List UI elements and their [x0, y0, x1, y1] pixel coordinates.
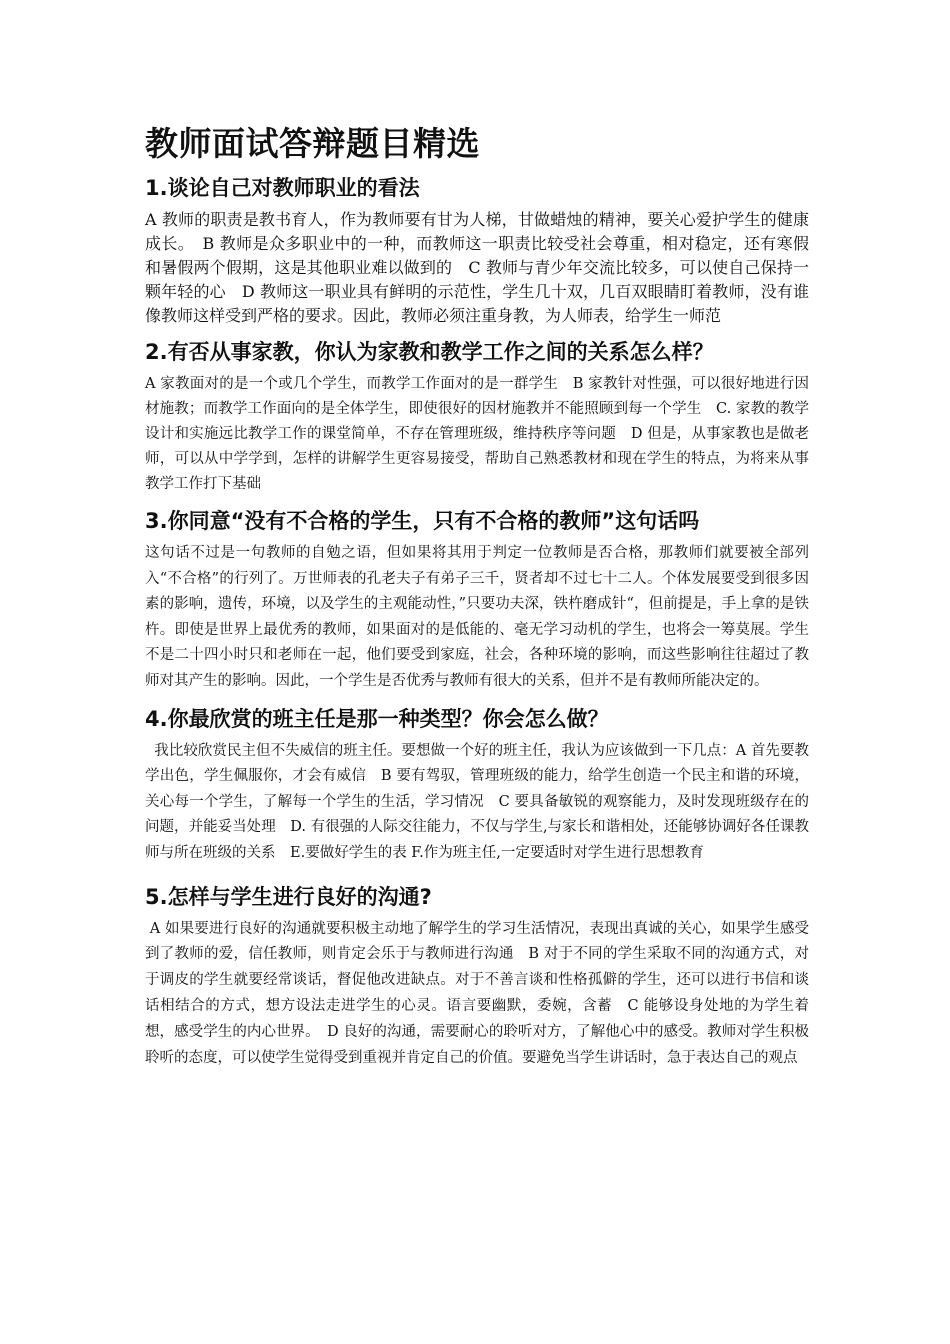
question-section-1 — [145, 172, 809, 328]
document-title: 教师面试答辩题目精选 — [145, 124, 480, 163]
question-section-5 — [145, 881, 809, 1072]
answer-paragraph-5: A 如果要进行良好的沟通就要积极主动地了解学生的学习生活情况，表现出真诚的关心，如果学生感受到了教师的爱，信任教师，则肯定会乐于与教师进行沟通 B 对于不同的学生采取不同的沟通方式，对于调皮的学生就要经常谈话，督促他改进缺点。对于不善言谈和性格孤僻的学生，还可以进行书信和谈话相结合的方式，想方设法走进学生的心灵。语言要幽默，委婉，含蓄 C 能够设身处地的为学生着想，感受学生的内心世界。 D 良好的沟通，需要耐心的聆听对方，了解他心中的感受。教师对学生积极聆听的态度，可以使学生觉得受到重视并肯定自己的价值。要避免当学生讲话时，急于表达自己的观点 — [145, 920, 809, 1066]
question-heading-2: 2.有否从事家教，你认为家教和教学工作之间的关系怎么样？ — [145, 340, 714, 364]
answer-paragraph-3: 这句话不过是一句教师的自勉之语，但如果将其用于判定一位教师是否合格，那教师们就要被全部列入“不合格”的行列了。万世师表的孔老夫子有弟子三千，贤者却不过七十二人。个体发展要受到很多因素的影响，遗传，环境，以及学生的主观能动性，”只要功夫深，铁杵磨成针“，但前提是，手上拿的是铁杵。即使是世界上最优秀的教师，如果面对的是低能的、毫无学习动机的学生，也将会一筹莫展。学生不是二十四小时只和老师在一起，他们要受到家庭，社会，各种环境的影响，而这些影响往往超过了教师对其产生的影响。因此，一个学生是否优秀与教师有很大的关系，但并不是有教师所能决定的。 — [145, 545, 809, 689]
question-heading-3: 3.你同意“没有不合格的学生，只有不合格的教师”这句话吗 — [145, 509, 700, 533]
question-heading-1: 1.谈论自己对教师职业的看法 — [145, 176, 420, 200]
question-section-2 — [145, 336, 809, 497]
answer-paragraph-4: 我比较欣赏民主但不失威信的班主任。要想做一个好的班主任，我认为应该做到一下几点：A 首先要教学出色，学生佩服你，才会有威信 B 要有驾驭，管理班级的能力，给学生创造一个民主和谐的环境，关心每一个学生，了解每一个学生的生活，学习情况 C 要具备敏锐的观察能力，及时发现班级存在的问题，并能妥当处理 D. 有很强的人际交往能力，不仅与学生,与家长和谐相处，还能够协调好各任课教师与所在班级的关系 E.要做好学生的表 F.作为班主任,一定要适时对学生进行思想教育 — [145, 742, 809, 861]
question-section-3 — [145, 505, 809, 695]
document-page — [145, 120, 809, 1071]
question-section-4 — [145, 703, 809, 867]
question-heading-5: 5.怎样与学生进行良好的沟通? — [145, 884, 432, 909]
answer-paragraph-1: A 教师的职责是教书育人，作为教师要有甘为人梯，甘做蜡烛的精神，要关心爱护学生的健康成长。 B 教师是众多职业中的一种，而教师这一职责比较受社会尊重，相对稳定，还有寒假和暑假两个假期，这是其他职业难以做到的 C 教师与青少年交流比较多，可以使自己保持一颗年轻的心 D 教师这一职业具有鲜明的示范性，学生几十双，几百双眼睛盯着教师，没有谁像教师这样受到严格的要求。因此，教师必须注重身教，为人师表，给学生一师范 — [145, 210, 809, 325]
answer-paragraph-2: A 家教面对的是一个或几个学生，而教学工作面对的是一群学生 B 家教针对性强，可以很好地进行因材施教；而教学工作面向的是全体学生，即使很好的因材施教并不能照顾到每一个学生 C. 家教的教学设计和实施远比教学工作的课堂简单，不存在管理班级，维持秩序等问题 D 但是，从事家教也是做老师，可以从中学学到，怎样的讲解学生更容易接受，帮助自己熟悉教材和现在学生的特点，为将来从事教学工作打下基础 — [145, 376, 809, 492]
question-heading-4: 4.你最欣赏的班主任是那一种类型？你会怎么做？ — [145, 706, 609, 731]
